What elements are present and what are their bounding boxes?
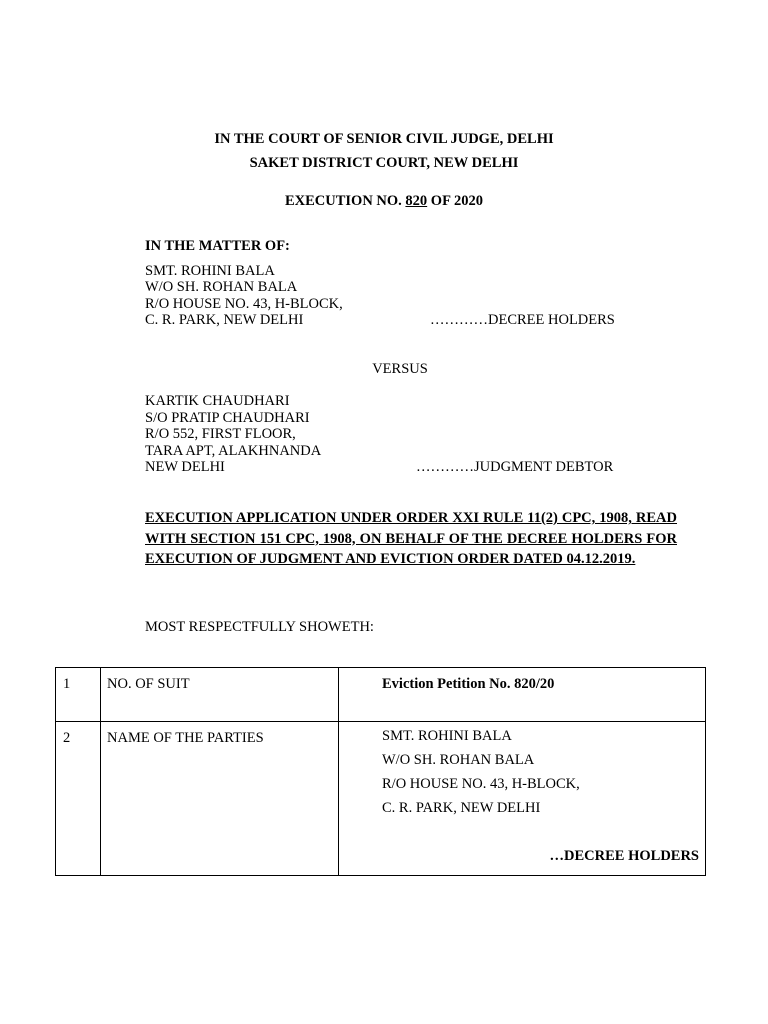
execution-number-line [0, 193, 768, 210]
debtor-role: …………JUDGMENT DEBTOR [416, 459, 614, 475]
row-value-cell: Eviction Petition No. 820/20 [339, 668, 706, 722]
application-title: EXECUTION APPLICATION UNDER ORDER XXI RULE 11(2) CPC, 1908, READ WITH SECTION 151 CPC, 1908, ON BEHALF OF THE DECREE HOLDERS FOR EXECUTION OF JUDGMENT AND EVICTION ORDER DATED 04.12.2019. [145, 510, 677, 567]
court-name-line2: SAKET DISTRICT COURT, NEW DELHI [249, 155, 519, 171]
party-address-line1: R/O HOUSE NO. 43, H-BLOCK, [382, 776, 580, 792]
matter-heading: IN THE MATTER OF: [145, 238, 290, 254]
holder-relation: W/O SH. ROHAN BALA [145, 279, 298, 295]
row-number-cell: 2 [56, 722, 101, 876]
execution-suffix: OF 2020 [427, 193, 484, 209]
debtor-name: KARTIK CHAUDHARI [145, 393, 290, 409]
holder-address-line2: C. R. PARK, NEW DELHI [145, 312, 304, 328]
table-row [56, 668, 706, 722]
holder-address-line1: R/O HOUSE NO. 43, H-BLOCK, [145, 296, 343, 312]
holder-role: …………DECREE HOLDERS [430, 312, 615, 328]
debtor-address-line2: TARA APT, ALAKHNANDA [145, 443, 322, 459]
party-role: …DECREE HOLDERS [549, 848, 699, 864]
execution-number: 820 [405, 193, 428, 209]
execution-prefix: EXECUTION NO. [284, 193, 406, 209]
schedule-table [55, 667, 706, 876]
party-address-line2: C. R. PARK, NEW DELHI [382, 800, 541, 816]
versus-label: VERSUS [372, 361, 428, 377]
row-label-cell: NAME OF THE PARTIES [101, 722, 339, 876]
row-number-cell: 1 [56, 668, 101, 722]
showeth-line: MOST RESPECTFULLY SHOWETH: [145, 619, 374, 635]
row-label-cell: NO. OF SUIT [101, 668, 339, 722]
debtor-address-line3: NEW DELHI [145, 459, 225, 475]
debtor-address-line1: R/O 552, FIRST FLOOR, [145, 426, 296, 442]
row-value-cell [339, 722, 706, 876]
holder-name: SMT. ROHINI BALA [145, 263, 275, 279]
table-row [56, 722, 706, 876]
party-name: SMT. ROHINI BALA [382, 728, 512, 744]
debtor-relation: S/O PRATIP CHAUDHARI [145, 410, 310, 426]
court-name-line1: IN THE COURT OF SENIOR CIVIL JUDGE, DELHI [214, 131, 554, 147]
party-relation: W/O SH. ROHAN BALA [382, 752, 535, 768]
